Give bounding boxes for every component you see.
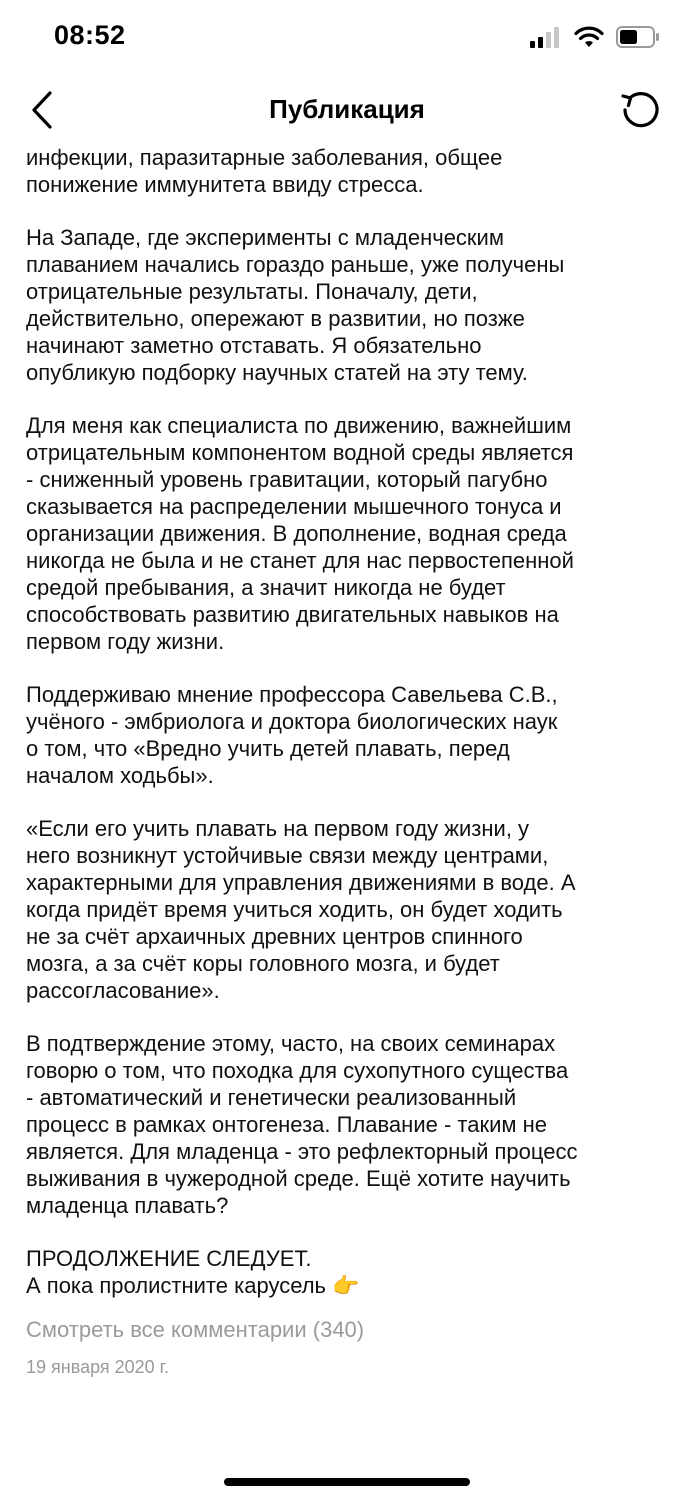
view-comments-link[interactable]: Смотреть все комментарии (340): [26, 1317, 365, 1342]
caption-paragraph: На Западе, где эксперименты с младенческим плаванием начались гораздо раньше, уже получены отрицательные результаты. Поначалу, дети, действительно, опережают в развитии, но позже начинают заметно отставать. Я обязательно опубликую подборку научных статей на эту тему.: [26, 225, 565, 385]
carousel-hint-text: А пока пролистните карусель: [26, 1273, 326, 1298]
page-title: Публикация: [269, 94, 425, 124]
status-bar: [0, 0, 694, 80]
post-date: 19 января 2020 г.: [26, 1357, 170, 1377]
battery-icon: [616, 26, 660, 53]
caption-paragraph: «Если его учить плавать на первом году жизни, у него возникнут устойчивые связи между центрами, характерными для управления движениями в воде. А когда придёт время учиться ходить, он будет ходить не за счёт архаичных древних центров спинного мозга, а за счёт коры головного мозга, и будет рассогласование».: [26, 816, 576, 1003]
caption-paragraph: Для меня как специалиста по движению, важнейшим отрицательным компонентом водной среды является - сниженный уровень гравитации, который пагубно сказывается на распределении мышечного тонуса и организации движения. В дополнение, водная среда никогда не была и не станет для нас первостепенной средой пребывания, а значит никогда не будет способствовать развитию двигательных навыков на первом году жизни.: [26, 413, 574, 654]
pointing-right-emoji-icon: 👉: [332, 1273, 360, 1298]
caption-paragraph: Поддерживаю мнение профессора Савельева С.В., учёного - эмбриолога и доктора биологических наук о том, что «Вредно учить детей плавать, перед началом ходьбы».: [26, 682, 558, 788]
post-caption: [26, 144, 676, 1378]
status-time: 08:52: [54, 20, 126, 50]
cellular-signal-icon: [530, 26, 562, 53]
wifi-icon: [574, 26, 604, 53]
status-icons: [530, 24, 660, 54]
reload-icon: [619, 89, 661, 131]
continued-label: ПРОДОЛЖЕНИЕ СЛЕДУЕТ.: [26, 1246, 312, 1271]
caption-paragraph: В подтверждение этому, часто, на своих семинарах говорю о том, что походка для сухопутного существа - автоматический и генетически реализованный процесс в рамках онтогенеза. Плавание - таким не является. Для младенца - это рефлекторный процесс выживания в чужеродной среде. Ещё хотите научить младенца плавать?: [26, 1031, 578, 1218]
post-content: [0, 132, 694, 1442]
reload-button[interactable]: [616, 86, 664, 134]
caption-paragraph: инфекции, паразитарные заболевания, общее понижение иммунитета ввиду стресса.: [26, 145, 503, 197]
home-indicator[interactable]: [224, 1478, 470, 1486]
carousel-hint: [26, 1272, 676, 1299]
